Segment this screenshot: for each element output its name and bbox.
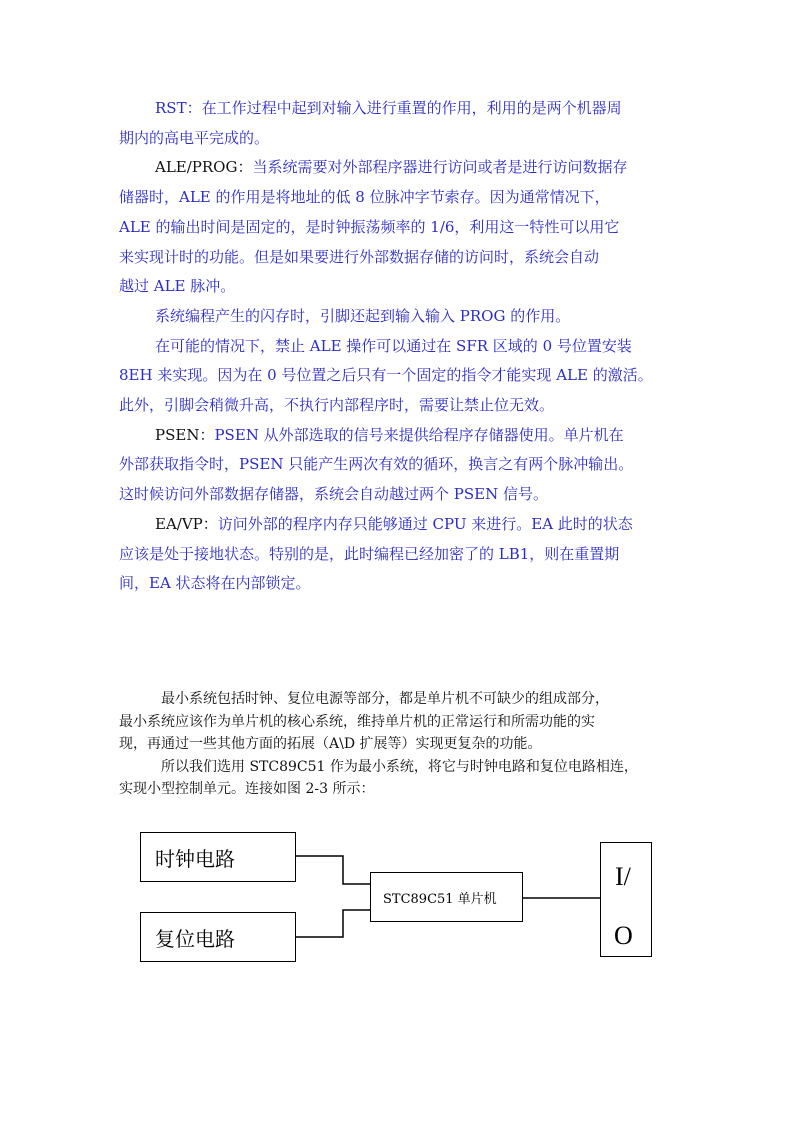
ea-label: EA/VP： [155,514,218,533]
wire-clock-to-mcu [295,856,371,884]
wire-reset-to-mcu [295,910,371,937]
prog-paragraph: 系统编程产生的闪存时，引脚还起到输入输入 PROG 的作用。 [155,306,571,325]
io-label-top: I/ [615,862,631,891]
ale-paragraph: ALE/PROG：当系统需要对外部程序器进行访问或者是进行访问数据存 储器时，ALE 的作用是将地址的低 8 位脉冲字节索存。因为通常情况下， ALE 的输出时间是固定的，是时钟振荡频率的 1/6，利用这一特性可以用它 来实现计时的功能。但是如果要进行外部数据存储的访问时，系统会自动 越过 ALE 脉冲。 [119,158,628,296]
choice-paragraph: 所以我们选用 STC89C51 作为最小系统，将它与时钟电路和复位电路相连， 实现小型控制单元。连接如图 2-3 所示： [119,758,638,797]
psen-paragraph: PSEN：PSEN 从外部选取的信号来提供给程序存储器使用。单片机在 外部获取指令时，PSEN 只能产生两次有效的循环，换言之有两个脉冲输出。 这时候访问外部数据存储器，系统会自动越过两个 PSEN 信号。 [119,425,634,504]
sfr-paragraph: 在可能的情况下，禁止 ALE 操作可以通过在 SFR 区域的 0 号位置安装 8EH 来实现。因为在 0 号位置之后只有一个固定的指令才能实现 ALE 的激活。 此外，引脚会稍微升高，不执行内部程序时，需要让禁止位无效。 [119,336,653,415]
psen-label: PSEN： [155,425,215,444]
rst-label: RST： [155,99,202,117]
io-label-bottom: O [614,921,633,950]
minsys-paragraph: 最小系统包括时钟、复位电源等部分，都是单片机不可缺少的组成部分， 最小系统应该作为单片机的核心系统，维持单片机的正常运行和所需功能的实 现，再通过一些其他方面的拓展（A\D 扩展等）实现更复杂的功能。 [119,691,609,752]
ale-label: ALE/PROG： [155,158,253,177]
rst-paragraph: RST：在工作过程中起到对输入进行重置的作用，利用的是两个机器周 期内的高电平完成的。 [119,99,622,147]
reset-circuit-box: 复位电路 [140,912,296,962]
mcu-box: STC89C51 单片机 [370,872,523,922]
ea-paragraph: EA/VP：访问外部的程序内存只能够通过 CPU 来进行。EA 此时的状态 应该是处于接地状态。特别的是，此时编程已经加密了的 LB1，则在重置期 间，EA 状态将在内部锁定。 [119,514,633,593]
clock-circuit-box: 时钟电路 [140,832,296,882]
